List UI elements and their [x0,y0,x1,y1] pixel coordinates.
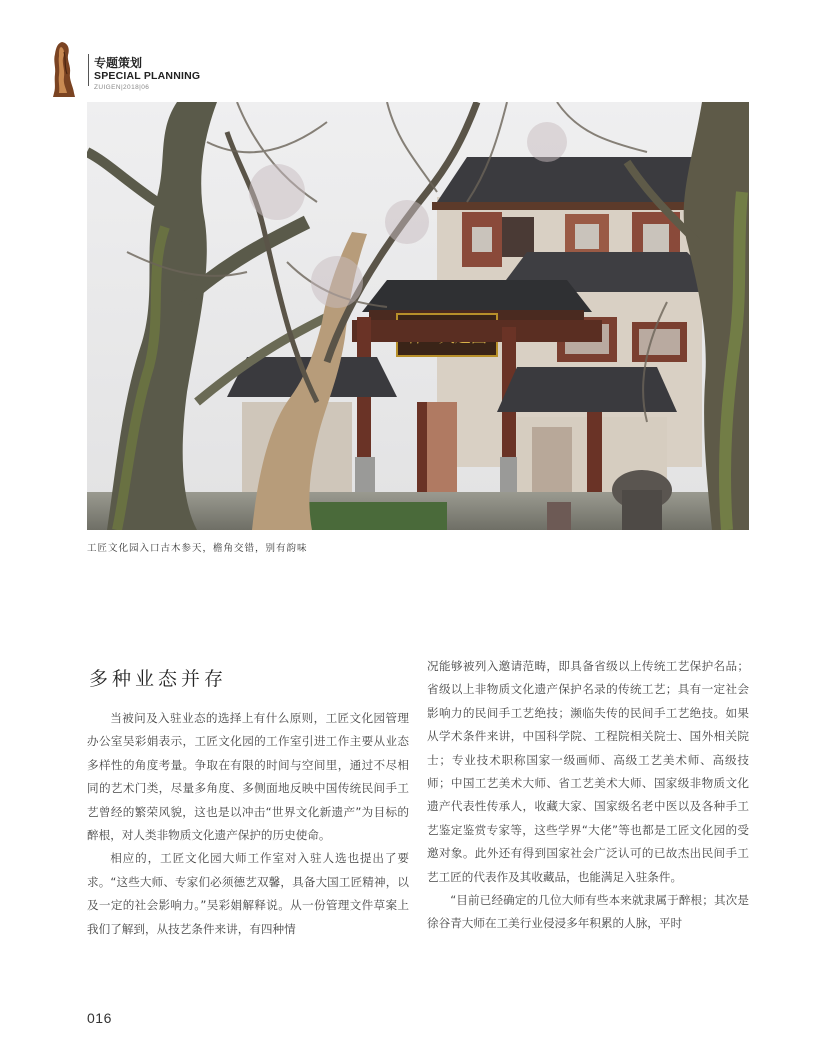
paragraph: 相应的，工匠文化园大师工作室对入驻人选也提出了要求。“这些大师、专家们必须德艺双馨，具备大国工匠精神，以及一定的社会影响力。”吴彩娟解释说。从一份管理文件草案上我们了解到，从技艺条件来讲，有四种情 [87,851,409,936]
section-label-cn: 专题策划 [94,56,143,70]
article-column-right [427,655,749,936]
section-label-en: SPECIAL PLANNING [94,70,201,82]
header-divider [88,54,89,86]
article-column-left [87,655,409,941]
photo-caption: 工匠文化园入口古木参天，檐角交错，别有韵味 [87,543,308,554]
issue-label: ZUIGEN|2018|06 [94,84,150,91]
section-heading: 多种业态并存 [89,668,228,690]
paragraph: 当被问及入驻业态的选择上有什么原则，工匠文化园管理办公室吴彩娟表示，工匠文化园的工作室引进工作主要从业态多样性的角度考量。争取在有限的时间与空间里，通过不尽相同的艺术门类，尽量多角度、多侧面地反映中国传统民间手工艺曾经的繁荣风貌，这也是以冲击“世界文化新遗产”为目标的醉根，对人类非物质文化遗产保护的历史使命。 [87,711,409,843]
root-carving-logo-icon [48,40,78,98]
garden-entrance-photo [87,102,749,530]
paragraph: “目前已经确定的几位大师有些本来就隶属于醉根；其次是徐谷青大师在工美行业侵浸多年积累的人脉，平时 [427,893,749,931]
paragraph: 况能够被列入邀请范畴，即具备省级以上传统工艺保护名品；省级以上非物质文化遗产保护名录的传统工艺；具有一定社会影响力的民间手工艺绝技；濒临失传的民间手工艺绝技。如果从学术条件来讲，中国科学院、工程院相关院士、国外相关院士；专业技术职称国家一级画师、高级工艺美术师、高级技师；中国工艺美术大师、省工艺美术大师、国家级非物质文化遗产代表性传承人，收藏大家、国家级名老中医以及各种手工艺鉴定鉴赏专家等，这些学界“大佬”等也都是工匠文化园的受邀对象。此外还有得到国家社会广泛认可的已故杰出民间手工艺工匠的代表作及其收藏品，也能满足入驻条件。 [427,659,749,884]
page-number: 016 [87,1010,112,1026]
